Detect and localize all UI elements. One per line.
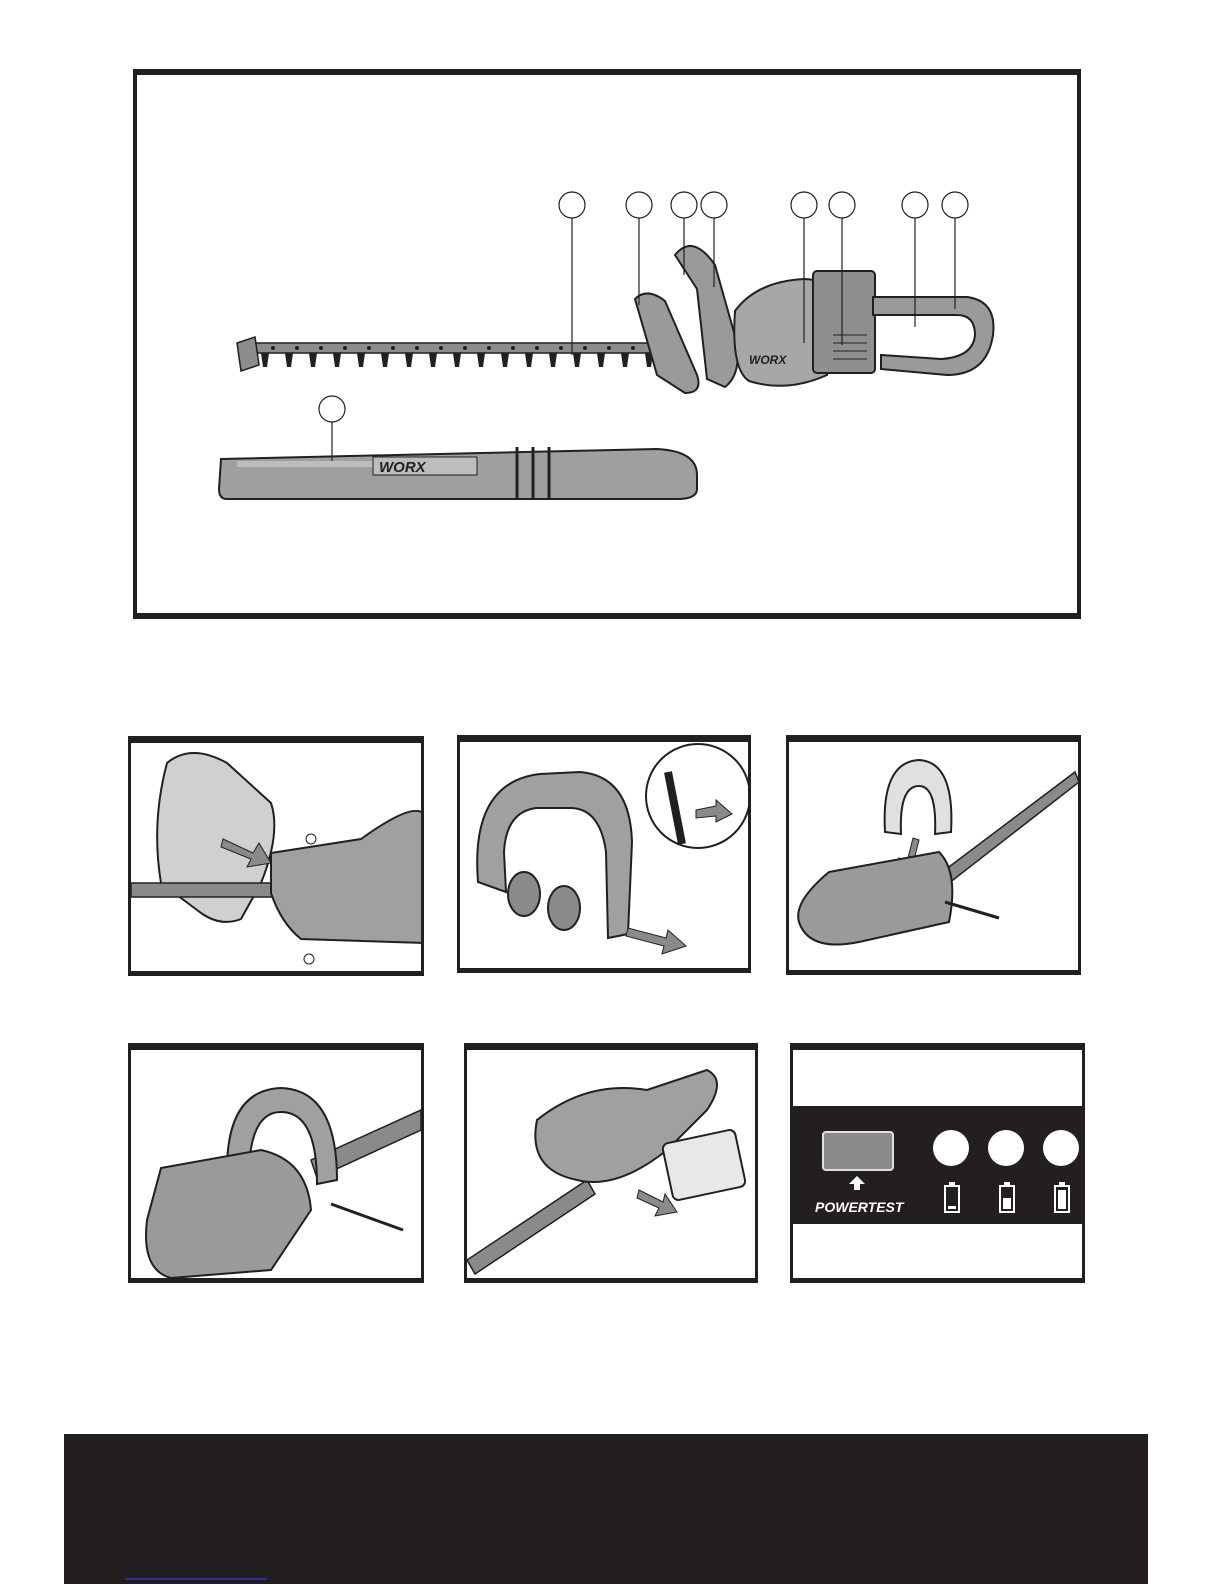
- panel-guard-attach: [128, 736, 424, 976]
- blade-rivet: [391, 346, 395, 350]
- blade-bar: [467, 1180, 595, 1274]
- panel-handle-insert: [786, 735, 1081, 975]
- hedge-trimmer-illustration: [137, 75, 1077, 613]
- handle-bushing: [508, 872, 540, 916]
- blade-rivet: [631, 346, 635, 350]
- screw-icon: [306, 834, 316, 844]
- detail-magnifier: [646, 744, 748, 848]
- callout-circle-6: [829, 192, 855, 218]
- power-test-button: [823, 1132, 893, 1170]
- blade-rivet: [511, 346, 515, 350]
- blade-tooth: [477, 353, 485, 367]
- trimmer-body: [146, 1150, 311, 1278]
- led-indicator: [933, 1130, 969, 1166]
- battery-pack: [813, 271, 875, 373]
- blade-tooth: [597, 353, 605, 367]
- blade-rivet: [343, 346, 347, 350]
- panel-front-handle: [457, 735, 751, 973]
- blade-rivet: [559, 346, 563, 350]
- screw-icon: [304, 954, 314, 964]
- blade-bar: [237, 337, 667, 371]
- blade-tooth: [357, 353, 365, 367]
- blade-rivet: [367, 346, 371, 350]
- footer-link[interactable]: [125, 1578, 267, 1580]
- blade-rivet: [439, 346, 443, 350]
- callout-circle-9: [319, 396, 345, 422]
- handle-bolt: [331, 1204, 403, 1230]
- housing: [271, 811, 421, 943]
- blade-tooth: [525, 353, 533, 367]
- overview-frame: [133, 69, 1081, 619]
- blade-tooth: [621, 353, 629, 367]
- blade-tooth: [285, 353, 293, 367]
- trimmer-body: [798, 852, 952, 945]
- blade-tooth: [405, 353, 413, 367]
- blade-cover: [219, 447, 697, 499]
- panel-handle-bolt: [128, 1043, 424, 1283]
- blade-rivet: [463, 346, 467, 350]
- callout-circle-2: [626, 192, 652, 218]
- arrow-icon: [637, 1190, 677, 1216]
- blade-rivet: [487, 346, 491, 350]
- handle-bolt: [945, 902, 999, 918]
- blade-bar: [131, 883, 281, 897]
- blade-tooth: [381, 353, 389, 367]
- housing-brand: WORX: [749, 353, 787, 367]
- blade-tooth: [501, 353, 509, 367]
- arrow-icon: [626, 928, 686, 954]
- footer-band: [64, 1434, 1148, 1584]
- blade-rivet: [607, 346, 611, 350]
- callout-circle-3: [671, 192, 697, 218]
- blade-tooth: [549, 353, 557, 367]
- blade-tooth: [333, 353, 341, 367]
- blade-tooth: [261, 353, 269, 367]
- blade-rivet: [535, 346, 539, 350]
- callout-circle-7: [902, 192, 928, 218]
- power-test-label: POWERTEST: [815, 1199, 904, 1215]
- led-indicator: [988, 1130, 1024, 1166]
- rear-handle: [873, 297, 993, 375]
- blade-tooth: [429, 353, 437, 367]
- blade-rivet: [415, 346, 419, 350]
- blade-rivet: [295, 346, 299, 350]
- callout-circle-1: [559, 192, 585, 218]
- cover-brand: WORX: [379, 459, 426, 476]
- blade-rivet: [271, 346, 275, 350]
- blade-tooth: [453, 353, 461, 367]
- callout-circle-4: [701, 192, 727, 218]
- handle-bushing: [548, 886, 580, 930]
- led-indicator: [1043, 1130, 1079, 1166]
- callout-circle-5: [791, 192, 817, 218]
- panel-battery-removal: [464, 1043, 758, 1283]
- panel-power-test: [790, 1043, 1085, 1283]
- blade-rivet: [583, 346, 587, 350]
- callout-circle-8: [942, 192, 968, 218]
- blade-tooth: [573, 353, 581, 367]
- blade-tooth: [309, 353, 317, 367]
- blade-rivet: [319, 346, 323, 350]
- front-handle: [885, 760, 952, 834]
